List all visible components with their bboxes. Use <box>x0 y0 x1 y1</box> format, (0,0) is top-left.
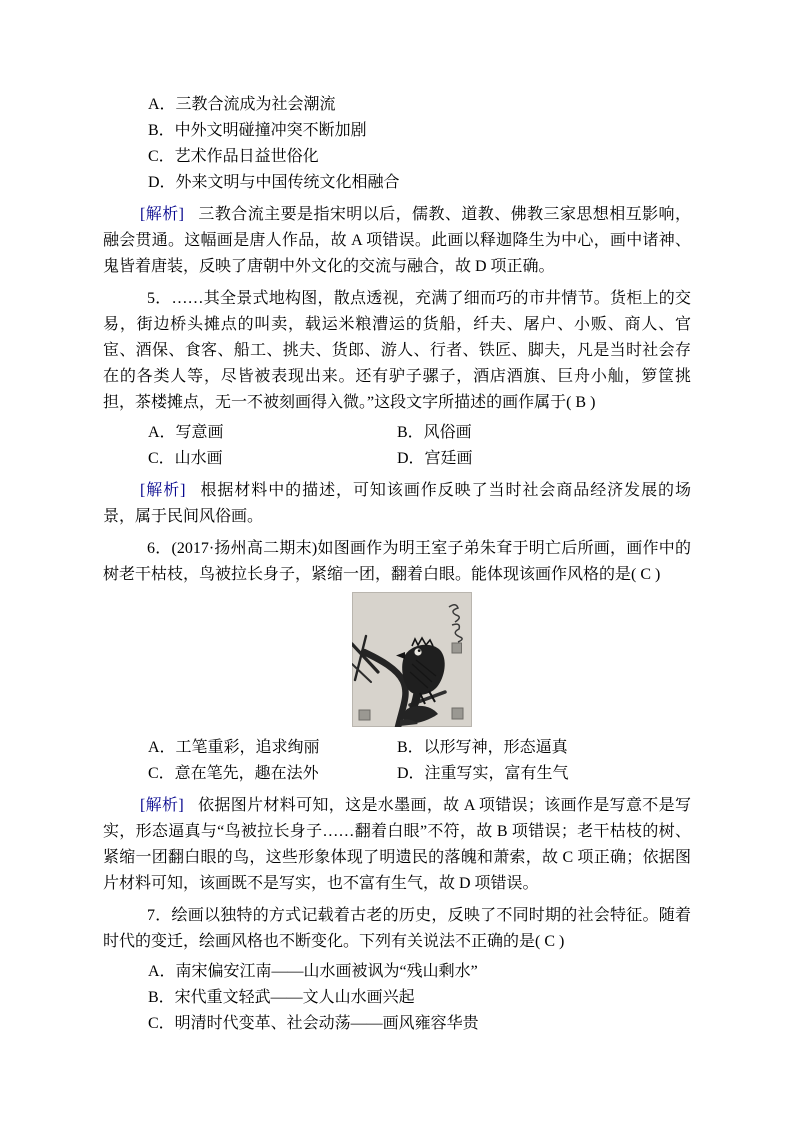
question-5-stem: 5．……其全景式地构图，散点透视，充满了细而巧的市井情节。货柜上的交易，街边桥头摊点的叫卖，载运米粮漕运的货船，纤夫、屠户、小贩、商人、官宦、酒保、食客、船工、挑夫、货郎、游人、行者、铁匠、脚夫，凡是当时社会存在的各类人等，尽皆被表现出来。还有驴子骡子，酒店酒旗、巨舟小舢，箩筐挑担，茶楼摊点，无一不被刻画得入微。”这段文字所描述的画作属于( B ) <box>103 290 691 411</box>
q5-option-b: B．风俗画 <box>397 424 472 441</box>
q5-option-d: D．宫廷画 <box>397 450 473 467</box>
q7-option-a: A．南宋偏安江南——山水画被讽为“残山剩水” <box>148 963 478 980</box>
ink-painting-bird-on-withered-branch-image <box>352 592 472 727</box>
question-7-stem: 7．绘画以独特的方式记载着古老的历史，反映了不同时期的社会特征。随着时代的变迁，绘画风格也不断变化。下列有关说法不正确的是( C ) <box>103 907 691 950</box>
q6-option-b: B．以形写神，形态逼真 <box>397 739 568 756</box>
analysis-text: 三教合流主要是指宋明以后，儒教、道教、佛教三家思想相互影响，融会贯通。这幅画是唐人作品，故 A 项错误。此画以释迦降生为中心，画中诸神、鬼皆着唐装，反映了唐朝中外文化的交流与融合，故 D 项正确。 <box>103 206 691 275</box>
q6-option-d: D．注重写实，富有生气 <box>397 765 569 782</box>
analysis-label: [解析] <box>140 482 186 499</box>
q7-option-c: C．明清时代变革、社会动荡——画风雍容华贵 <box>148 1015 479 1032</box>
question-7-options <box>103 959 691 1037</box>
q6-option-a: A．工笔重彩，追求绚丽 <box>148 739 320 756</box>
question-4-analysis <box>103 202 691 280</box>
q5-option-a: A．写意画 <box>148 424 224 441</box>
question-6-stem: 6．(2017·扬州高二期末)如图画作为明王室子弟朱耷于明亡后所画，画作中的树老干枯枝，鸟被拉长身子，紧缩一团，翻着白眼。能体现该画作风格的是( C ) <box>103 540 691 583</box>
analysis-text: 根据材料中的描述，可知该画作反映了当时社会商品经济发展的场景，属于民间风俗画。 <box>103 482 691 525</box>
q4-option-a: A．三教合流成为社会潮流 <box>148 96 336 113</box>
q4-option-d: D．外来文明与中国传统文化相融合 <box>148 174 400 191</box>
analysis-text: 依据图片材料可知，这是水墨画，故 A 项错误；该画作是写意不是写实，形态逼真与“鸟被拉长身子……翻着白眼”不符，故 B 项错误；老干枯枝的树、紧缩一团翻白眼的鸟，这些形象体现了明遗民的落魄和萧索，故 C 项正确；依据图片材料可知，该画既不是写实，也不富有生气，故 D 项错误。 <box>103 797 691 892</box>
q6-option-c: C．意在笔先，趣在法外 <box>148 765 319 782</box>
question-6-analysis <box>103 793 691 897</box>
q4-option-c: C．艺术作品日益世俗化 <box>148 148 319 165</box>
analysis-label: [解析] <box>140 797 184 814</box>
exam-content <box>103 92 691 1037</box>
question-6-options <box>103 735 691 787</box>
q7-option-b: B．宋代重文轻武——文人山水画兴起 <box>148 989 415 1006</box>
q6-painting-figure <box>352 592 472 727</box>
analysis-label: [解析] <box>140 206 184 223</box>
question-5-analysis <box>103 478 691 530</box>
question-4-options <box>103 92 691 196</box>
q4-option-b: B．中外文明碰撞冲突不断加剧 <box>148 122 367 139</box>
q5-option-c: C．山水画 <box>148 450 223 467</box>
question-5-options <box>103 420 691 472</box>
